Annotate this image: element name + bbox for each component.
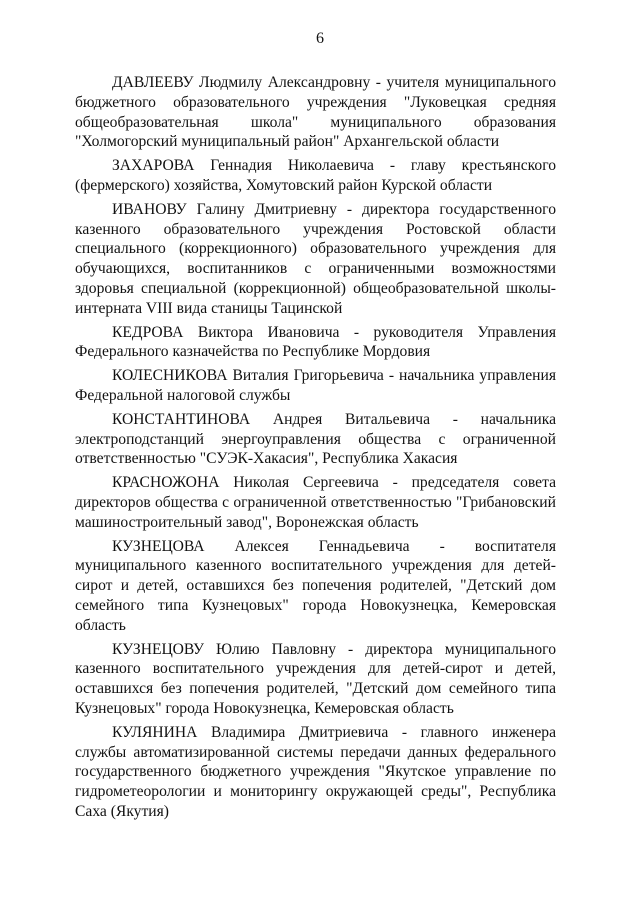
award-entry-kuznetsov: КУЗНЕЦОВА Алексея Геннадьевича - воспитателя муниципального казенного воспитательного учреждения для детей-сирот и детей, оставшихся без попечения родителей, "Детский дом семейного типа Кузнецовых" города Новокузнецка, Кемеровская область <box>75 537 556 634</box>
award-entry-kolesnikov: КОЛЕСНИКОВА Виталия Григорьевича - начальника управления Федеральной налоговой службы <box>75 367 556 404</box>
page-number: 6 <box>316 30 324 47</box>
award-entry-kedrov: КЕДРОВА Виктора Ивановича - руководителя Управления Федерального казначейства по Республике Мордовия <box>75 323 556 361</box>
award-entry-kulyanin: КУЛЯНИНА Владимира Дмитриевича - главного инженера службы автоматизированной системы передачи данных федерального государственного бюджетного учреждения "Якутское управление по гидрометеорологии и мониторингу окружающей среды", Республика Саха (Якутия) <box>75 723 556 820</box>
award-entry-ivanova: ИВАНОВУ Галину Дмитриевну - директора государственного казенного образовательного учреждения Ростовской области специального (коррекционного) образовательного учреждения для обучающихся, воспитанников с ограниченными возможностями здоровья специальной (коррекционной) общеобразовательной школы-интерната VIII вида станицы Тацинской <box>75 200 556 317</box>
award-entry-zakharov: ЗАХАРОВА Геннадия Николаевича - главу крестьянского (фермерского) хозяйства, Хомутовский район Курской области <box>75 157 556 194</box>
award-entry-kuznetsova: КУЗНЕЦОВУ Юлию Павловну - директора муниципального казенного воспитательного учреждения для детей-сирот и детей, оставшихся без попечения родителей, "Детский дом семейного типа Кузнецовых" города Новокузнецка, Кемеровская область <box>75 640 556 717</box>
award-entry-davleeva: ДАВЛЕЕВУ Людмилу Александровну - учителя муниципального бюджетного образовательного учреждения "Луковецкая средняя общеобразовательная школа" муниципального образования "Холмогорский муниципальный район" Архангельской области <box>75 74 556 151</box>
award-entry-konstantinov: КОНСТАНТИНОВА Андрея Витальевича - начальника электроподстанций энергоуправления общества с ограниченной ответственностью "СУЭК-Хакасия", Республика Хакасия <box>75 410 556 468</box>
award-entry-krasnozhon: КРАСНОЖОНА Николая Сергеевича - председателя совета директоров общества с ограниченной ответственностью "Грибановский машиностроительный завод", Воронежская область <box>75 474 556 531</box>
award-list <box>75 73 556 826</box>
